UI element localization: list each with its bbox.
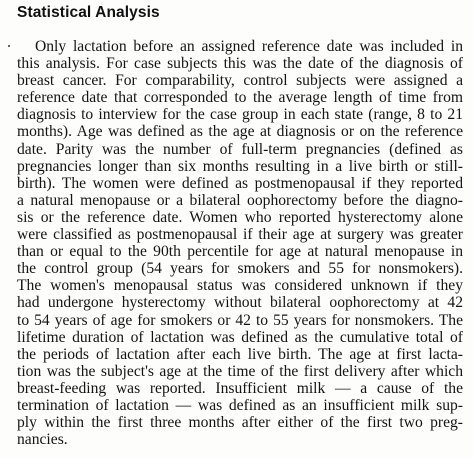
text-line: were classified as postmenopausal if their age at surgery was greater [17,226,463,244]
text-line: nancies. [17,431,68,449]
text-line: the control group (54 years for smokers and 55 for nonsmokers). [17,260,463,278]
section-heading: Statistical Analysis [17,4,160,21]
text-line: lifetime duration of lactation was defined as the cumulative total of [17,328,463,346]
text-line: date. Parity was the number of full-term pregnancies (defined as [17,140,463,158]
text-line: reference date that corresponded to the average length of time from [17,89,463,107]
text-line: diagnosis to interview for the case group in each state (range, 8 to 21 [17,106,463,124]
text-line: to 54 years of age for smokers or 42 to 55 years for nonsmokers. The [17,311,463,329]
text-line: pregnancies longer than six months resulting in a live birth or still- [17,157,463,175]
text-line: this analysis. For case subjects this was the date of the diagnosis of [17,55,463,73]
text-line: Only lactation before an assigned reference date was included in [35,38,463,55]
text-line: breast cancer. For comparability, control subjects were assigned a [17,72,463,90]
scan-speck [8,45,10,47]
paragraph [17,38,463,448]
text-line: birth). The women were defined as postmenopausal if they reported [17,174,463,192]
text-line: the periods of lactation after each live birth. The age at first lacta- [17,345,463,363]
text-line: The women's menopausal status was considered unknown if they [17,277,463,295]
text-line: months). Age was defined as the age at diagnosis or on the reference [17,123,463,141]
text-line: breast-feeding was reported. Insufficient milk — a cause of the [17,379,463,397]
text-line: a natural menopause or a bilateral oophorectomy before the diagno- [17,191,463,209]
text-line: than or equal to the 90th percentile for age at natural menopause in [17,243,463,261]
text-line: ply within the first three months after either of the first two preg- [17,414,463,432]
text-line: termination of lactation — was defined as an insufficient milk sup- [17,396,463,414]
text-line: tion was the subject's age at the time of the first delivery after which [17,362,463,380]
text-line: sis or the reference date. Women who reported hysterectomy alone [17,208,463,226]
text-line: had undergone hysterectomy without bilateral oophorectomy at 42 [17,294,463,312]
